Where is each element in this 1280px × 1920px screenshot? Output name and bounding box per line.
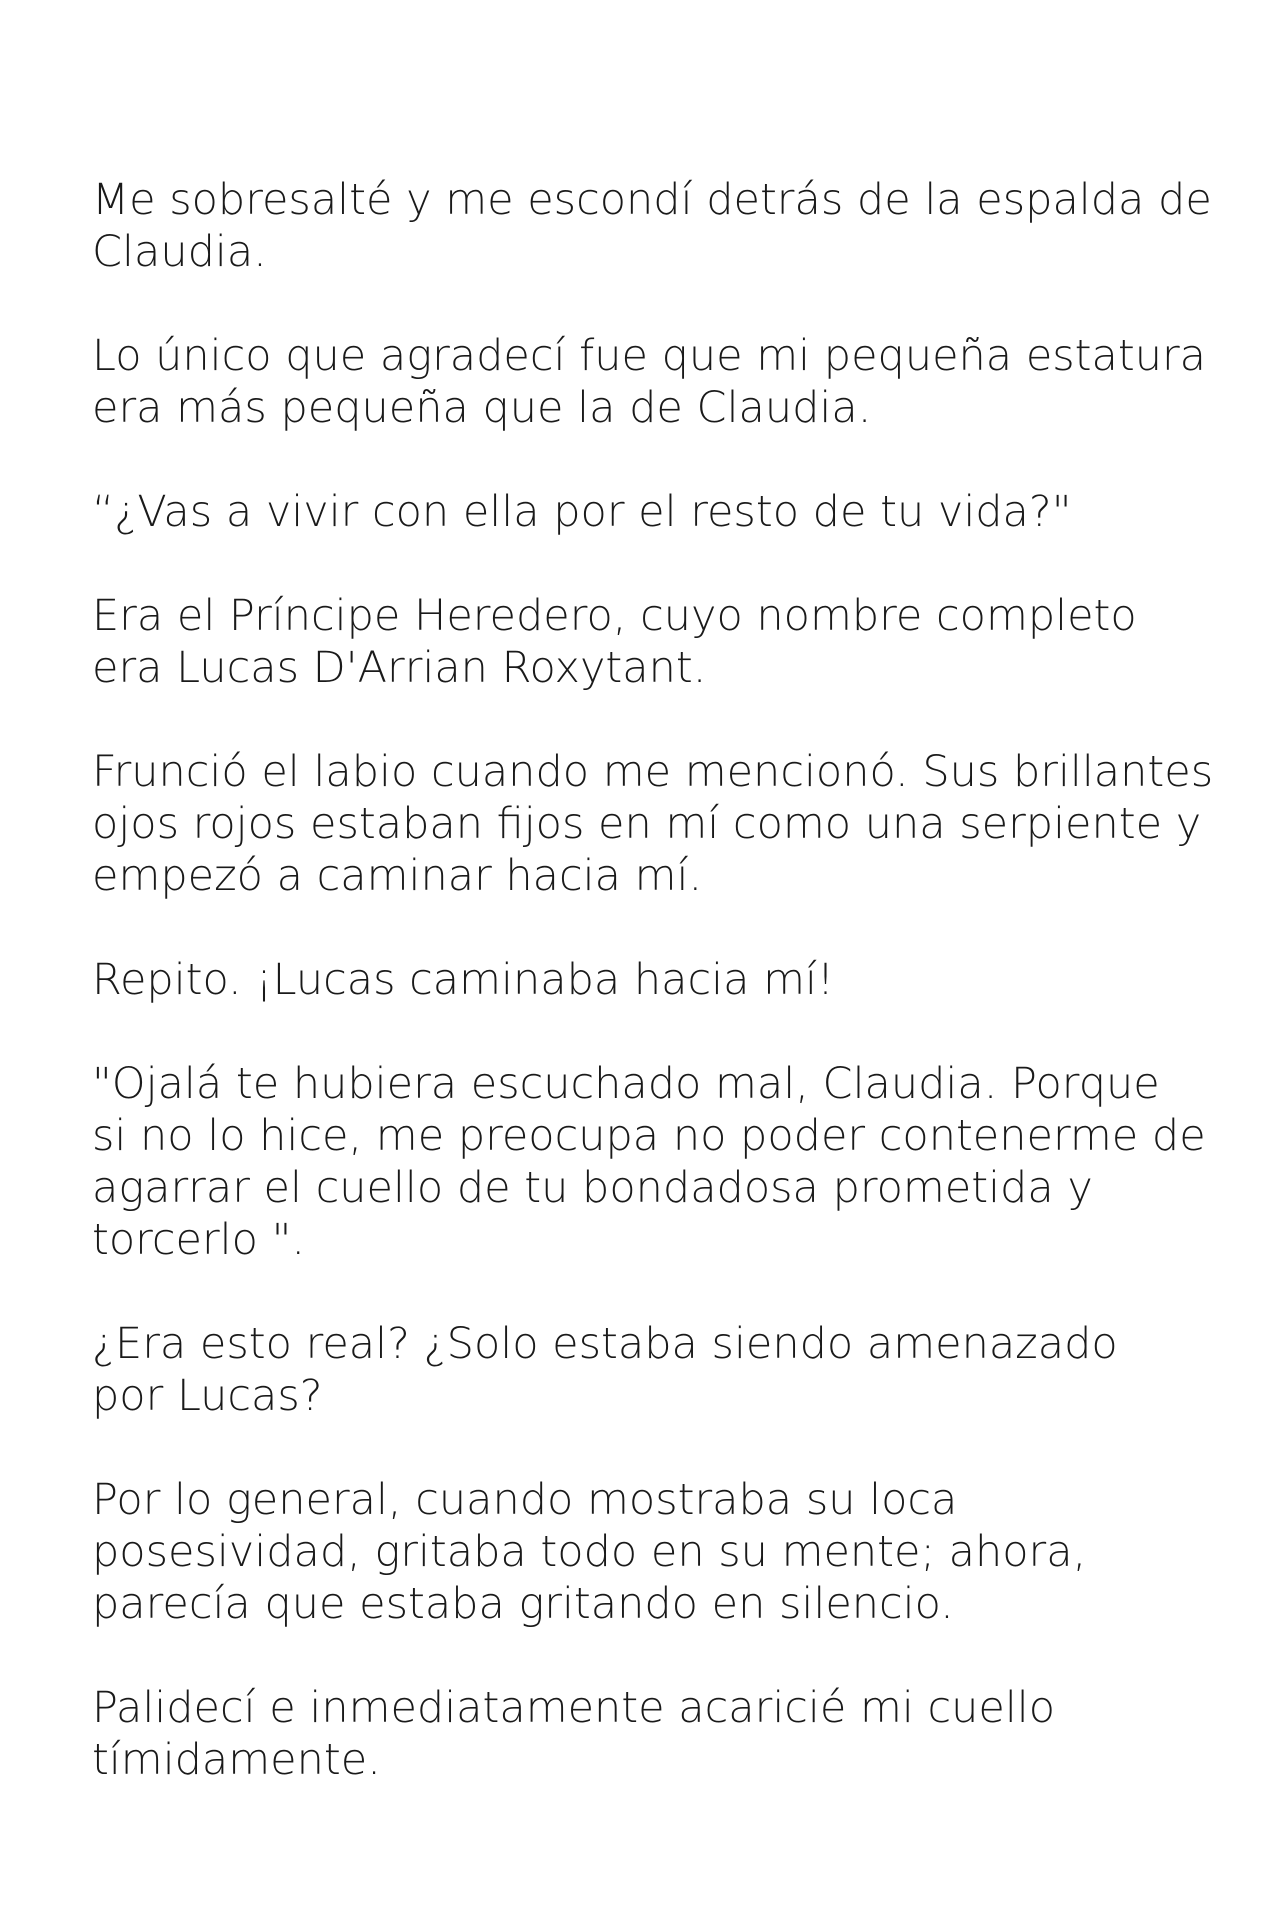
text-line: "Ojalá te hubiera escuchado mal, Claudia. Porque — [92, 1059, 1160, 1109]
paragraph-8 — [92, 1318, 1202, 1422]
text-line: Repito. ¡Lucas caminaba hacia mí! — [92, 955, 835, 1005]
text-line: parecía que estaba gritando en silencio. — [92, 1579, 954, 1629]
paragraph-6 — [92, 954, 1202, 1006]
paragraph-3 — [92, 486, 1202, 538]
text-line: Me sobresalté y me escondí detrás de la espalda de — [92, 175, 1212, 225]
text-line: Lo único que agradecí fue que mi pequeña estatura — [92, 331, 1207, 381]
paragraph-5 — [92, 746, 1214, 902]
paragraph-2 — [92, 330, 1207, 434]
text-line: si no lo hice, me preocupa no poder contenerme de — [92, 1111, 1206, 1161]
paragraph-10 — [92, 1682, 1202, 1786]
text-line: era más pequeña que la de Claudia. — [92, 383, 872, 433]
text-line: tímidamente. — [92, 1735, 381, 1785]
paragraph-7 — [92, 1058, 1206, 1266]
story-text — [92, 174, 1214, 1786]
text-line: Era el Príncipe Heredero, cuyo nombre completo — [92, 591, 1137, 641]
paragraph-9 — [92, 1474, 1202, 1630]
text-line: Claudia. — [92, 227, 267, 277]
text-line: por Lucas? — [92, 1371, 323, 1421]
text-line: era Lucas D'Arrian Roxytant. — [92, 643, 707, 693]
text-line: posesividad, gritaba todo en su mente; ahora, — [92, 1527, 1087, 1577]
text-line: “¿Vas a vivir con ella por el resto de tu vida?" — [92, 487, 1072, 537]
text-line: ojos rojos estaban fijos en mí como una serpiente y — [92, 799, 1202, 849]
text-line: Frunció el labio cuando me mencionó. Sus brillantes — [92, 747, 1214, 797]
text-line: ¿Era esto real? ¿Solo estaba siendo amenazado — [92, 1319, 1118, 1369]
paragraph-4 — [92, 590, 1202, 694]
paragraph-1 — [92, 174, 1212, 278]
text-line: Por lo general, cuando mostraba su loca — [92, 1475, 958, 1525]
text-line: torcerlo ". — [92, 1215, 306, 1265]
text-line: empezó a caminar hacia mí. — [92, 851, 703, 901]
text-line: Palidecí e inmediatamente acaricié mi cuello — [92, 1683, 1056, 1733]
text-line: agarrar el cuello de tu bondadosa prometida y — [92, 1163, 1093, 1213]
